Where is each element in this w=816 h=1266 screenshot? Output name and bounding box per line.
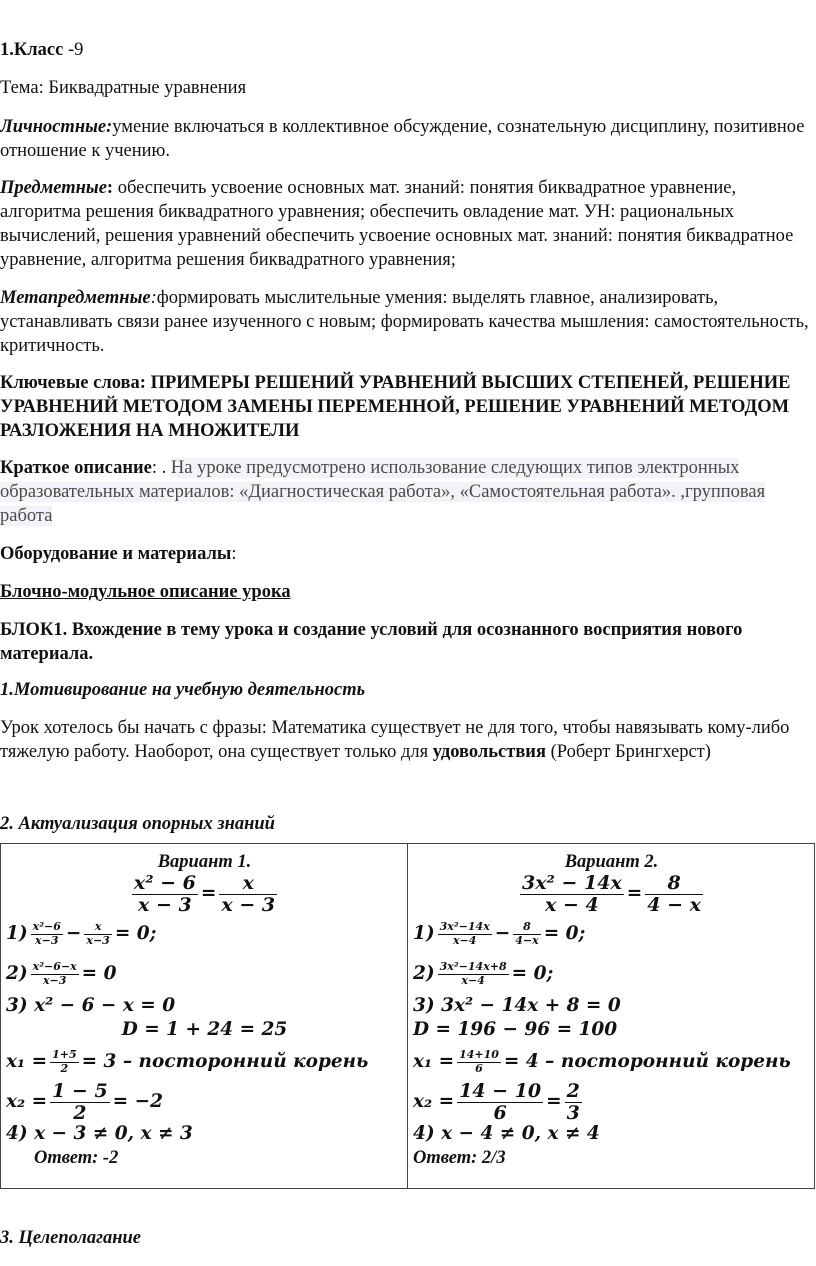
variant2-step2	[413, 954, 810, 994]
variant2-eq-num: 3x² − 14x	[521, 871, 622, 894]
variant1-root2-frac	[50, 1081, 110, 1124]
motivation-heading	[0, 678, 814, 702]
variant1-step1	[6, 914, 403, 954]
variant2-cell	[408, 844, 815, 1189]
variant1-root1-tail: = 3 – посторонний корень	[81, 1051, 369, 1072]
variant2-step1	[413, 914, 810, 954]
meta-colon: :	[150, 288, 157, 308]
goal-setting-heading-text: 3. Целеполагание	[0, 1228, 142, 1248]
variant2-root2-d: 6	[493, 1101, 507, 1124]
variant2-answer: Ответ: 2/3	[413, 1148, 506, 1168]
variant2-eq-left-frac	[520, 873, 624, 916]
motivation-heading-text: 1.Мотивирование на учебную деятельность	[0, 680, 366, 700]
variant2-root1-frac	[457, 1049, 501, 1074]
variant1-eq-rnum: x	[219, 873, 277, 895]
variant1-root2	[6, 1079, 403, 1124]
variant1-step1-d1: x−3	[35, 933, 59, 947]
variant2-step1-op: −	[494, 923, 511, 944]
variant1-equation	[6, 871, 403, 916]
variant1-step2-frac	[31, 961, 79, 986]
variant1-root2-tail: = −2	[112, 1091, 163, 1112]
variant1-step1-frac1	[31, 921, 63, 946]
variant1-root1	[6, 1042, 403, 1082]
variant2-step1-tail: = 0;	[543, 923, 586, 944]
variant1-root2-pre: x₂ =	[6, 1091, 48, 1112]
class-value: -9	[63, 40, 84, 60]
variant2-root1-n: 14+10	[459, 1048, 499, 1062]
variant1-eq-rden: x − 3	[221, 893, 276, 916]
variant1-step2	[6, 954, 403, 994]
variant2-discriminant: D = 196 − 96 = 100	[413, 1019, 618, 1040]
variant1-root1-pre: x₁ =	[6, 1051, 48, 1072]
variant2-root2-rd: 3	[566, 1101, 580, 1124]
variant2-step2-label: 2)	[413, 963, 435, 984]
variant2-root1	[413, 1042, 810, 1082]
variant1-step2-tail: = 0	[81, 963, 117, 984]
variant2-root2-mid: =	[546, 1091, 562, 1112]
variant2-step1-n1: 3x²−14x	[439, 920, 490, 934]
variant2-step1-n2: 8	[513, 921, 540, 934]
solutions-table	[0, 843, 815, 1189]
variant1-root1-d: 2	[60, 1061, 69, 1075]
variant2-root2-n: 14 − 10	[459, 1079, 542, 1102]
class-label: 1.Класс	[0, 40, 64, 60]
variant1-root1-frac	[50, 1049, 79, 1074]
variant2-root2-frac	[457, 1081, 543, 1124]
subject-label: Предметные	[0, 178, 107, 198]
variant2-step1-d2: 4−x	[515, 933, 539, 947]
motivation-text-before: Урок хотелось бы начать с фразы: Математика существует не для того, чтобы навязывать кому-либо тяжелую работу. Наоборот, она существует только для	[0, 718, 790, 762]
variant2-root2-frac2	[565, 1081, 582, 1124]
actualization-heading	[0, 812, 814, 836]
variant1-step1-n2: x	[84, 921, 111, 934]
subject-colon: :	[106, 178, 114, 198]
subject-text: обеспечить усвоение основных мат. знаний: понятия биквадратное уравнение, алгоритма решения биквадратного уравнения; обеспечить овладение мат. УН: рациональных вычислений, решения уравнений обеспечить усвоение основных мат. знаний: понятия биквадратное уравнение, алгоритма решения биквадратного уравнения;	[0, 178, 794, 270]
variant2-step2-n: 3x²−14x+8	[439, 960, 507, 974]
motivation-bold-word: удовольствия	[432, 742, 546, 762]
goal-setting-heading	[0, 1226, 814, 1250]
keywords-text: ПРИМЕРЫ РЕШЕНИЙ УРАВНЕНИЙ ВЫСШИХ СТЕПЕНЕЙ, РЕШЕНИЕ УРАВНЕНИЙ МЕТОДОМ ЗАМЕНЫ ПЕРЕМЕННОЙ, РЕШЕНИЕ УРАВНЕНИЙ МЕТОДОМ РАЗЛОЖЕНИЯ НА МНОЖИТЕЛИ	[0, 373, 791, 441]
variant2-eq-right-frac	[645, 873, 703, 916]
variant2-step1-frac2	[513, 921, 540, 946]
variant1-root1-n: 1+5	[52, 1048, 77, 1062]
variant1-step1-d2: x−3	[86, 933, 110, 947]
variant1-answer: Ответ: -2	[34, 1148, 119, 1168]
variant2-root2-rn: 2	[566, 1079, 580, 1102]
variant2-step2-tail: = 0;	[511, 963, 554, 984]
variant1-eq-num: x² − 6	[133, 871, 196, 894]
subject-goals	[0, 176, 814, 272]
variant2-eq-den: x − 4	[545, 893, 599, 916]
variant1-step1-label: 1)	[6, 923, 28, 944]
variant1-step1-n1: x²−6	[32, 920, 61, 934]
personal-label: Личностные:	[0, 117, 113, 137]
equipment-label: Оборудование и материалы	[0, 544, 232, 564]
summary	[0, 456, 814, 528]
variant1-eq-den: x − 3	[138, 893, 192, 916]
personal-text: умение включаться в коллективное обсуждение, сознательную дисциплину, позитивное отношение к учению.	[0, 117, 805, 161]
block1-text: БЛОК1. Вхождение в тему урока и создание условий для осознанного восприятия нового материала.	[0, 620, 743, 664]
variant1-root2-n: 1 − 5	[52, 1079, 108, 1102]
variant2-root1-tail: = 4 – посторонний корень	[503, 1051, 791, 1072]
motivation-text-after: (Роберт Брингхерст)	[545, 742, 711, 762]
summary-colon: : .	[151, 458, 171, 478]
keywords	[0, 371, 814, 443]
variant2-root1-pre: x₁ =	[413, 1051, 455, 1072]
variant2-step3: 3) 3x² − 14x + 8 = 0	[413, 995, 621, 1016]
variant1-eq-equals: =	[200, 883, 217, 904]
variant2-step1-frac1	[438, 921, 492, 946]
variant2-eq-rden: 4 − x	[647, 893, 701, 916]
actualization-heading-text: 2. Актуализация опорных знаний	[0, 814, 275, 834]
variant2-step2-frac	[438, 961, 509, 986]
variant1-step3: 3) x² − 6 − x = 0	[6, 995, 176, 1016]
variant1-step2-n: x²−6−x	[32, 960, 77, 974]
variant2-step1-d1: x−4	[452, 933, 477, 947]
variant2-equation	[413, 871, 810, 916]
variant2-root1-d: 6	[475, 1061, 483, 1075]
variant1-discriminant: D = 1 + 24 = 25	[121, 1019, 288, 1040]
variant1-title: Вариант 1.	[157, 852, 252, 872]
variant1-eq-left-frac	[132, 873, 198, 916]
variant1-step2-d: x−3	[42, 973, 67, 987]
variant2-eq-rnum: 8	[645, 873, 703, 895]
summary-text: На уроке предусмотрено использование следующих типов электронных образовательных материалов: «Диагностическая работа», «Самостоятельная работа». ,групповая работа	[0, 458, 766, 526]
variant1-eq-right-frac	[219, 873, 277, 916]
equipment-colon: :	[231, 544, 237, 564]
topic-line: Тема: Биквадратные уравнения	[0, 78, 247, 98]
variant1-root2-d: 2	[73, 1101, 87, 1124]
personal-goals	[0, 115, 814, 163]
equipment	[0, 542, 814, 566]
variant1-step1-tail: = 0;	[114, 923, 157, 944]
variant1-step1-op: −	[65, 923, 82, 944]
meta-label: Метапредметные	[0, 288, 151, 308]
meta-goals	[0, 286, 814, 358]
motivation-paragraph	[0, 716, 814, 764]
variant2-title: Вариант 2.	[564, 852, 659, 872]
summary-label: Краткое описание	[0, 458, 152, 478]
variant2-eq-equals: =	[626, 883, 643, 904]
variant1-cell	[1, 844, 408, 1189]
block-description-text: Блочно-модульное описание урока	[0, 582, 291, 602]
block1-heading	[0, 618, 814, 666]
variant2-step2-d: x−4	[461, 973, 485, 987]
variant2-step1-label: 1)	[413, 923, 435, 944]
variant2-root2-pre: x₂ =	[413, 1091, 455, 1112]
variant1-step4: 4) x − 3 ≠ 0, x ≠ 3	[6, 1123, 193, 1144]
meta-text: формировать мыслительные умения: выделять главное, анализировать, устанавливать связи ранее изученного с новым; формировать качества мышления: самостоятельность, критичность.	[0, 288, 809, 356]
variant2-step4: 4) x − 4 ≠ 0, x ≠ 4	[413, 1123, 600, 1144]
keywords-label: Ключевые слова:	[0, 373, 146, 393]
variant2-root2	[413, 1079, 810, 1124]
variant1-step2-label: 2)	[6, 963, 28, 984]
class-line	[0, 38, 814, 62]
block-description-heading	[0, 580, 814, 604]
variant1-step1-frac2	[84, 921, 111, 946]
